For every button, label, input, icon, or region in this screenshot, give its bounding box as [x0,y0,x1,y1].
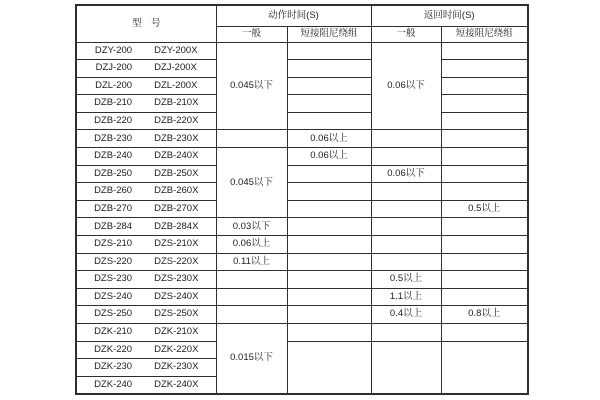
model-name-x: DZK-240X [154,378,199,390]
return-damping-cell [441,253,528,271]
model-name-x: DZS-230X [154,273,199,285]
action-damping-merged-cell [287,341,371,394]
action-damping-cell [287,95,371,113]
return-damping-cell [441,183,528,201]
model-cell [76,95,216,113]
table-row [76,271,528,289]
model-name: DZB-240 [94,150,133,162]
table-row [76,42,528,60]
table-row [76,130,528,148]
model-name-x: DZK-230X [154,361,199,373]
table-row [76,165,528,183]
model-cell [76,271,216,289]
return-general-cell [371,200,441,218]
return-general-cell [371,183,441,201]
model-cell [76,359,216,377]
return-damping-cell [441,148,528,166]
return-general-cell: 0.5以上 [371,271,441,289]
model-cell [76,306,216,324]
model-name: DZS-210 [94,238,133,250]
return-damping-cell [441,77,528,95]
action-damping-cell: 0.06以上 [287,130,371,148]
model-cell [76,42,216,60]
table-row [76,200,528,218]
model-name: DZK-210 [94,326,133,338]
model-name: DZK-230 [94,361,133,373]
return-general-cell [371,148,441,166]
spec-table [75,4,529,395]
action-damping-cell [287,165,371,183]
action-damping-cell [287,288,371,306]
header-action-damping: 短接阻尼绕组 [287,26,371,42]
table-row [76,148,528,166]
action-damping-cell [287,218,371,236]
return-damping-cell [441,95,528,113]
header-action-general: 一般 [216,26,287,42]
table-row [76,236,528,254]
model-cell [76,112,216,130]
action-general-merged-cell: 0.045以下 [216,148,287,218]
action-general-cell [216,130,287,148]
return-damping-cell [441,271,528,289]
action-damping-cell [287,42,371,60]
model-name: DZS-240 [94,290,133,302]
model-name-x: DZL-200X [154,79,198,91]
model-name-x: DZS-240X [154,290,199,302]
return-damping-cell [441,60,528,78]
return-general-cell: 0.06以下 [371,165,441,183]
action-general-cell [216,271,287,289]
return-damping-cell [441,288,528,306]
table-row [76,341,528,359]
return-damping-cell [441,112,528,130]
model-name: DZS-230 [94,273,133,285]
model-name-x: DZB-240X [154,150,199,162]
model-name-x: DZK-210X [154,326,199,338]
model-name-x: DZB-250X [154,167,199,179]
model-name-x: DZB-270X [154,202,199,214]
model-name: DZY-200 [94,44,133,56]
return-damping-cell [441,236,528,254]
return-damping-cell: 0.5以上 [441,200,528,218]
model-name: DZS-250 [94,308,133,320]
table-row [76,60,528,78]
model-name: DZL-200 [95,79,133,91]
model-name: DZB-230 [94,132,133,144]
return-general-cell [371,253,441,271]
action-damping-cell [287,271,371,289]
action-damping-cell [287,183,371,201]
action-damping-cell [287,77,371,95]
table-row [76,183,528,201]
return-damping-merged-cell [441,341,528,394]
model-name: DZJ-200 [95,62,133,74]
return-general-cell [371,218,441,236]
model-name-x: DZB-230X [154,132,199,144]
action-damping-cell [287,306,371,324]
model-cell [76,130,216,148]
action-general-cell: 0.11以上 [216,253,287,271]
action-damping-cell [287,200,371,218]
model-cell [76,60,216,78]
return-damping-cell [441,130,528,148]
model-name: DZB-250 [94,167,133,179]
model-cell [76,324,216,342]
return-general-cell: 0.4以上 [371,306,441,324]
return-damping-cell [441,324,528,342]
return-general-merged-cell: 0.06以下 [371,42,441,130]
return-general-cell [371,236,441,254]
model-cell [76,376,216,394]
model-name-x: DZB-210X [154,97,199,109]
model-name: DZS-220 [94,255,133,267]
model-cell [76,288,216,306]
model-name-x: DZB-284X [154,220,199,232]
header-action-time-group: 动作时间(S) [216,5,371,26]
model-name: DZK-240 [94,378,133,390]
model-name-x: DZB-260X [154,185,199,197]
model-cell [76,200,216,218]
action-general-cell: 0.03以下 [216,218,287,236]
action-general-cell: 0.06以上 [216,236,287,254]
model-name: DZB-270 [94,202,133,214]
model-name-x: DZK-220X [154,343,199,355]
model-name: DZB-260 [94,185,133,197]
model-name: DZK-220 [94,343,133,355]
return-damping-cell [441,165,528,183]
action-damping-cell: 0.06以上 [287,148,371,166]
action-general-merged-cell: 0.015以下 [216,324,287,394]
model-cell [76,218,216,236]
action-damping-cell [287,253,371,271]
action-general-merged-cell: 0.045以下 [216,42,287,130]
model-name: DZB-284 [94,220,133,232]
table-row [76,112,528,130]
model-cell [76,183,216,201]
return-damping-cell [441,42,528,60]
return-general-merged-cell [371,341,441,394]
header-return-general: 一般 [371,26,441,42]
table-row [76,324,528,342]
table-row [76,95,528,113]
action-general-cell [216,288,287,306]
model-name: DZB-210 [94,97,133,109]
model-name-x: DZY-200X [154,44,198,56]
action-damping-cell [287,324,371,342]
model-name-x: DZS-250X [154,308,199,320]
return-general-cell [371,324,441,342]
model-name: DZB-220 [94,114,133,126]
action-damping-cell [287,112,371,130]
action-damping-cell [287,236,371,254]
return-general-cell: 1.1以上 [371,288,441,306]
header-return-damping: 短接阻尼绕组 [441,26,528,42]
table-row [76,77,528,95]
model-name-x: DZB-220X [154,114,199,126]
return-damping-cell [441,218,528,236]
model-name-x: DZS-210X [154,238,199,250]
table-row [76,288,528,306]
model-cell [76,341,216,359]
model-name-x: DZS-220X [154,255,199,267]
header-return-time-group: 返回时间(S) [371,5,528,26]
model-name-x: DZJ-200X [154,62,197,74]
model-cell [76,148,216,166]
table-row [76,306,528,324]
return-damping-cell: 0.8以上 [441,306,528,324]
action-general-cell [216,306,287,324]
table-row [76,218,528,236]
return-general-cell [371,130,441,148]
model-cell [76,236,216,254]
action-damping-cell [287,60,371,78]
header-model: 型 号 [76,5,216,42]
table-row [76,253,528,271]
model-cell [76,253,216,271]
model-cell [76,77,216,95]
model-cell [76,165,216,183]
